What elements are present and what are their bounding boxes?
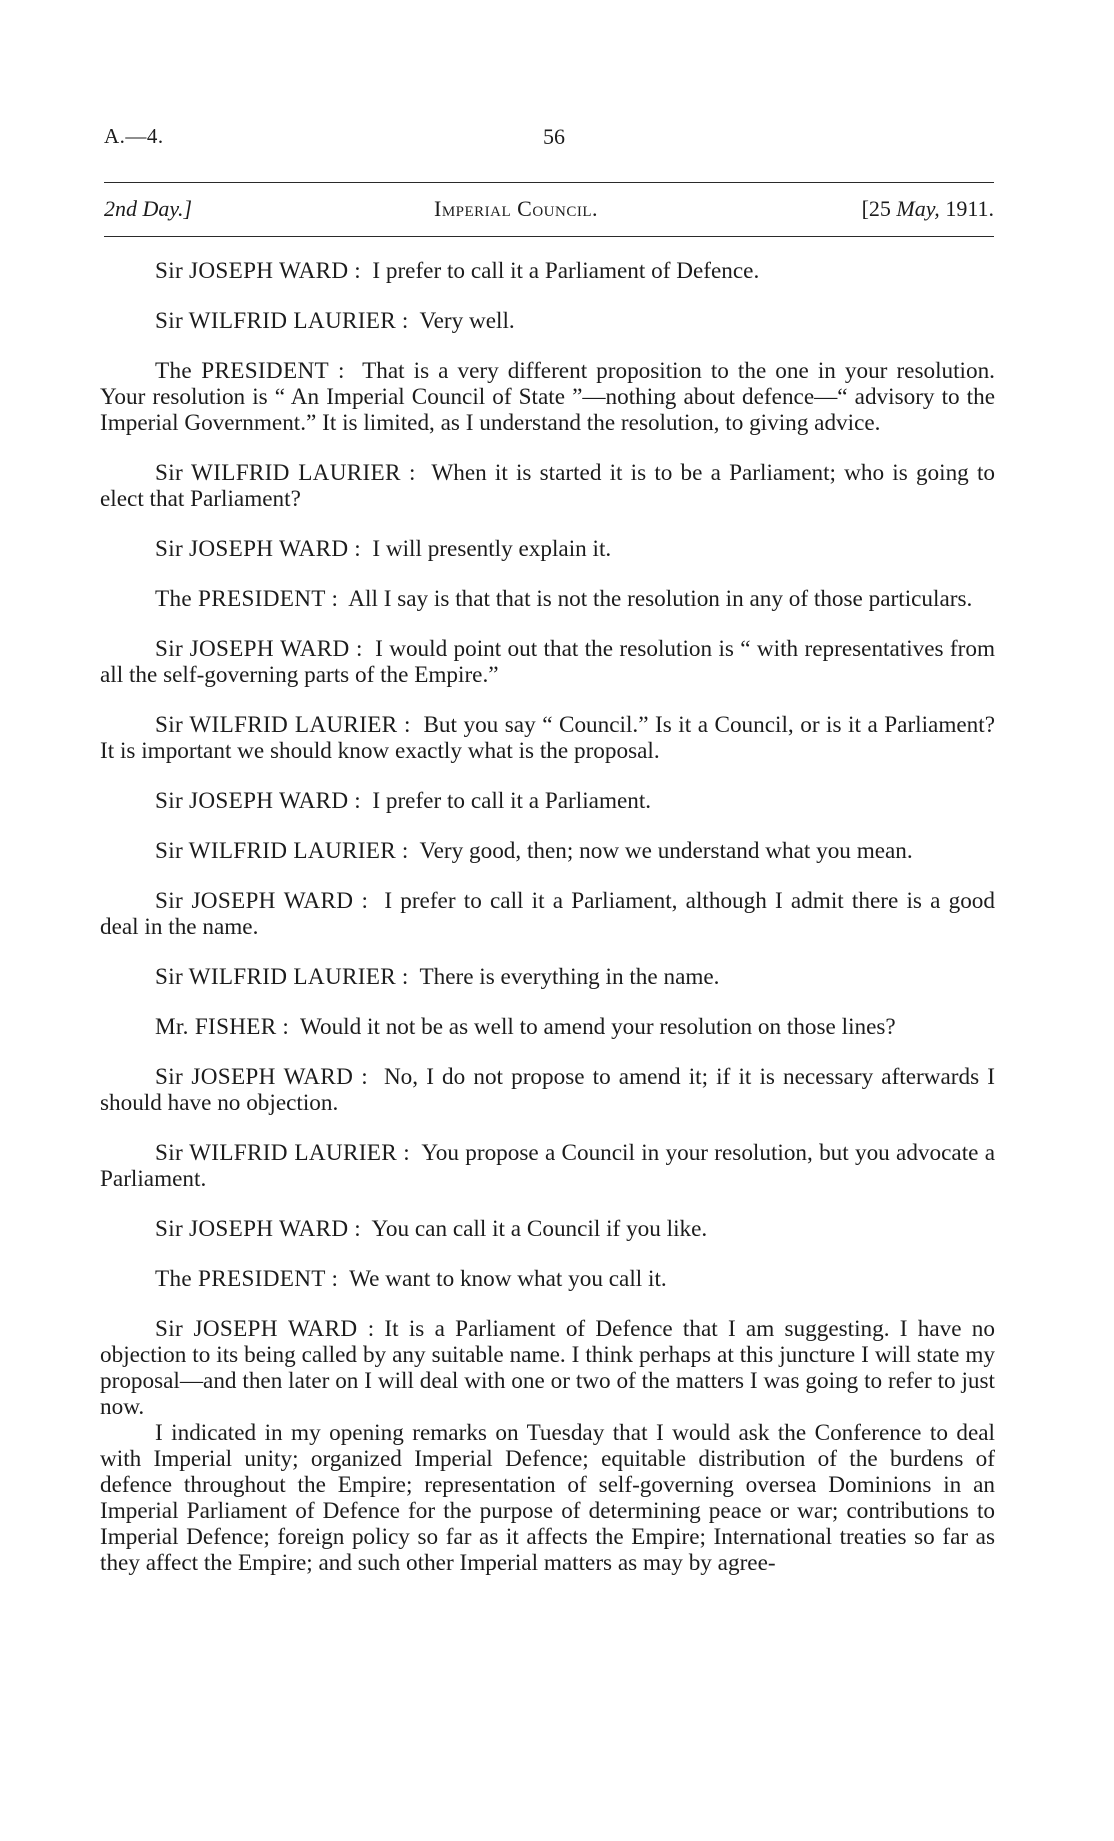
speech-paragraph: Sir JOSEPH WARD : No, I do not propose to amend it; if it is necessary afterwards I should have no objection. xyxy=(100,1064,995,1116)
speech-paragraph: Sir WILFRID LAURIER : You propose a Council in your resolution, but you advocate a Parliament. xyxy=(100,1140,995,1192)
speech-text: Very good, then; now we understand what you mean. xyxy=(419,838,913,864)
date-year: 1911. xyxy=(939,196,994,221)
speech-paragraph: Sir WILFRID LAURIER : But you say “ Council.” Is it a Council, or is it a Parliament? It is important we should know exactly what is the proposal. xyxy=(100,712,995,764)
speaker-name: Sir WILFRID LAURIER xyxy=(155,838,397,864)
speaker-name: The PRESIDENT xyxy=(155,1266,326,1292)
speech-paragraph: Sir JOSEPH WARD : You can call it a Council if you like. xyxy=(155,1216,708,1242)
speech-paragraph: Sir WILFRID LAURIER : There is everything in the name. xyxy=(155,964,720,990)
transcript-body xyxy=(100,258,995,1600)
speech-text: You propose a Council in your resolution, but you advocate a Parliament. xyxy=(100,1140,995,1192)
speech-paragraph: Sir WILFRID LAURIER : Very well. xyxy=(155,308,515,334)
speech-text: Very well. xyxy=(419,308,515,334)
speaker-name: Sir WILFRID LAURIER xyxy=(155,460,401,486)
speaker-name: The PRESIDENT xyxy=(155,586,326,612)
speaker-name: Sir WILFRID LAURIER xyxy=(155,1140,397,1166)
speech-paragraph: Sir JOSEPH WARD : I prefer to call it a Parliament. xyxy=(155,788,652,814)
running-head xyxy=(104,196,994,226)
running-head-day: 2nd Day.] xyxy=(104,196,192,221)
speech-text: When it is started it is to be a Parliament; who is going to elect that Parliament? xyxy=(100,460,995,512)
speech-text: That is a very different proposition to the one in your resolution. Your resolution is “ An Imperial Council of State ”—nothing about defence—“ advisory to the Imperial Government.” It is limited, as I understand the resolution, to giving advice. xyxy=(100,358,995,436)
speech-text: I prefer to call it a Parliament of Defence. xyxy=(372,258,760,284)
running-head-date xyxy=(862,196,994,222)
speaker-name: Sir JOSEPH WARD xyxy=(155,1216,349,1242)
speech-paragraph: Sir WILFRID LAURIER : Very good, then; now we understand what you mean. xyxy=(155,838,913,864)
speech-text: I prefer to call it a Parliament, although I admit there is a good deal in the name. xyxy=(100,888,995,940)
speech-paragraph: Sir JOSEPH WARD : I will presently explain it. xyxy=(155,536,612,562)
speaker-name: Sir JOSEPH WARD xyxy=(155,258,349,284)
speech-text: It is a Parliament of Defence that I am suggesting. I have no objection to its being called by any suitable name. I think perhaps at this juncture I will state my proposal—and then later on I will deal with one or two of the matters I was going to refer to just now. xyxy=(100,1316,995,1420)
page-number: 56 xyxy=(543,124,565,149)
speech-text: I prefer to call it a Parliament. xyxy=(372,788,652,814)
speaker-name: Sir JOSEPH WARD xyxy=(155,1064,354,1090)
closing-paragraph: I indicated in my opening remarks on Tuesday that I would ask the Conference to deal with Imperial unity; organized Imperial Defence; equitable distribution of the burdens of defence throughout the Empire; representation of self-governing oversea Dominions in an Imperial Parliament of Defence for the purpose of determining peace or war; contributions to Imperial Defence; foreign policy so far as it affects the Empire; International treaties so far as they affect the Empire; and such other Imperial matters as may by agree- xyxy=(100,1420,995,1576)
speech-text: Would it not be as well to amend your resolution on those lines? xyxy=(299,1014,896,1040)
date-month: May, xyxy=(896,196,940,221)
speech-paragraph: Sir JOSEPH WARD : It is a Parliament of Defence that I am suggesting. I have no objection to its being called by any suitable name. I think perhaps at this juncture I will state my proposal—and then later on I will deal with one or two of the matters I was going to refer to just now. xyxy=(100,1316,995,1420)
speech-text: But you say “ Council.” Is it a Council, or is it a Parliament? It is important we should know exactly what is the proposal. xyxy=(100,712,995,764)
speech-paragraph: Sir JOSEPH WARD : I prefer to call it a Parliament of Defence. xyxy=(155,258,760,284)
speaker-name: Sir JOSEPH WARD xyxy=(155,788,349,814)
speaker-name: The PRESIDENT xyxy=(155,358,329,384)
speaker-name: Sir WILFRID LAURIER xyxy=(155,964,397,990)
speech-paragraph: Sir JOSEPH WARD : I would point out that the resolution is “ with representatives from all the self-governing parts of the Empire.” xyxy=(100,636,995,688)
speech-paragraph: The PRESIDENT : All I say is that that is not the resolution in any of those particulars. xyxy=(155,586,973,612)
header-rule-bottom xyxy=(104,236,994,237)
speaker-name: Mr. FISHER xyxy=(155,1014,277,1040)
speech-text: All I say is that that is not the resolution in any of those particulars. xyxy=(348,586,973,612)
speech-text: There is everything in the name. xyxy=(419,964,720,990)
speaker-name: Sir JOSEPH WARD xyxy=(155,536,349,562)
speaker-name: Sir WILFRID LAURIER xyxy=(155,308,397,334)
speech-text: I would point out that the resolution is “ with representatives from all the self-governing parts of the Empire.” xyxy=(100,636,995,688)
speech-paragraph: The PRESIDENT : We want to know what you call it. xyxy=(155,1266,667,1292)
date-prefix: [25 xyxy=(861,196,897,221)
document-reference: A.—4. xyxy=(104,124,164,148)
speech-text: You can call it a Council if you like. xyxy=(371,1216,708,1242)
speaker-name: Sir WILFRID LAURIER xyxy=(155,712,398,738)
speech-paragraph: Sir WILFRID LAURIER : When it is started it is to be a Parliament; who is going to elect that Parliament? xyxy=(100,460,995,512)
speech-paragraph: The PRESIDENT : That is a very different proposition to the one in your resolution. Your resolution is “ An Imperial Council of State ”—nothing about defence—“ advisory to the Imperial Government.” It is limited, as I understand the resolution, to giving advice. xyxy=(100,358,995,436)
speaker-name: Sir JOSEPH WARD xyxy=(155,1316,358,1342)
speech-text: No, I do not propose to amend it; if it is necessary afterwards I should have no objection. xyxy=(100,1064,995,1116)
speech-text: We want to know what you call it. xyxy=(349,1266,667,1292)
speech-paragraph: Sir JOSEPH WARD : I prefer to call it a Parliament, although I admit there is a good deal in the name. xyxy=(100,888,995,940)
speech-text: I will presently explain it. xyxy=(372,536,612,562)
speaker-name: Sir JOSEPH WARD xyxy=(155,888,354,914)
header-rule-top xyxy=(104,182,994,183)
speech-paragraph: Mr. FISHER : Would it not be as well to amend your resolution on those lines? xyxy=(155,1014,896,1040)
speaker-name: Sir JOSEPH WARD xyxy=(155,636,350,662)
running-head-title: Imperial Council. xyxy=(434,196,598,221)
